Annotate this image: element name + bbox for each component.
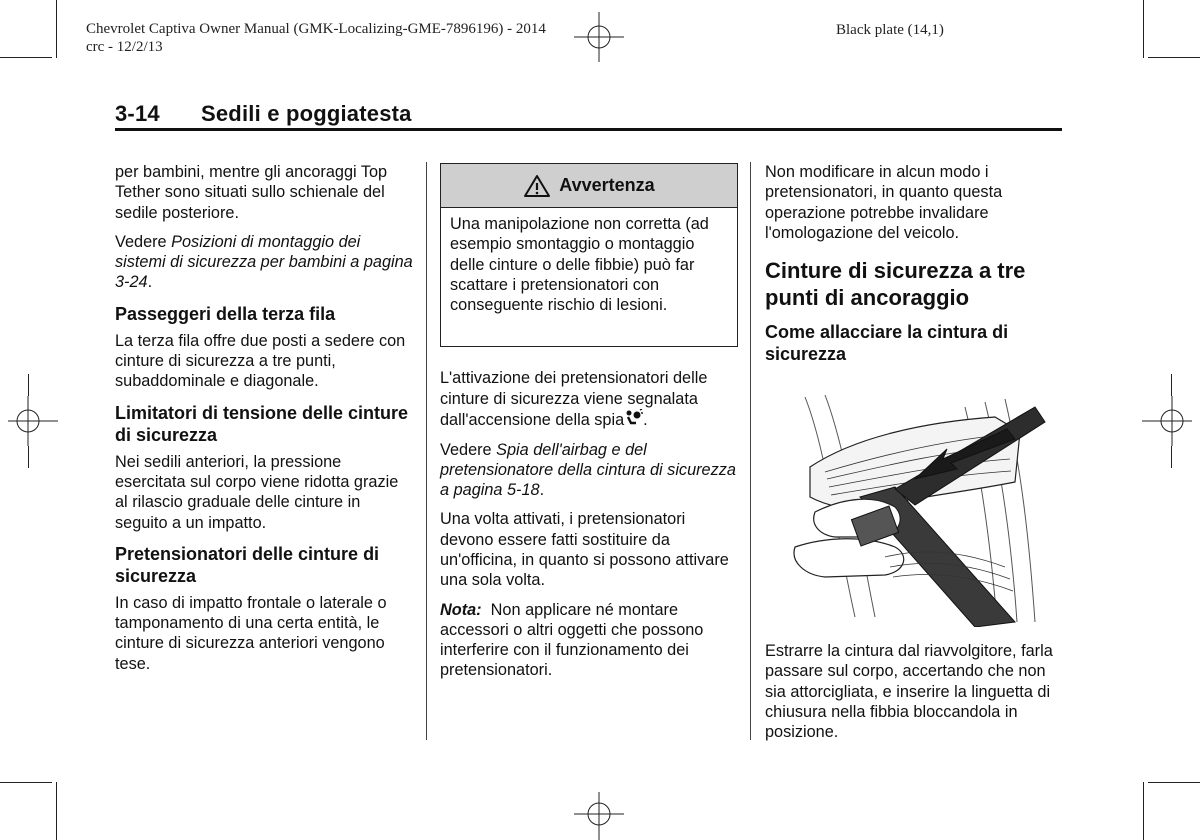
seatbelt-illustration <box>765 387 1057 627</box>
header-title: Chevrolet Captiva Owner Manual (GMK-Localizing-GME-7896196) - 2014 <box>86 21 546 37</box>
registration-mark-icon <box>1142 396 1192 446</box>
section-number: 3-14 <box>115 101 160 126</box>
crop-mark <box>1171 446 1172 468</box>
paragraph: In caso di impatto frontale o laterale o tamponamento di una certa entità, le cinture di sicurezza anteriori vengono tese. <box>115 593 387 673</box>
section-heading <box>115 101 412 127</box>
warning-title: Avvertenza <box>559 175 655 195</box>
crop-mark <box>0 782 52 783</box>
subheading: Passeggeri della terza fila <box>115 303 336 324</box>
cross-reference-link[interactable]: Spia dell'airbag e del pretensionatore della cintura di sicurezza a pagina 5-18 <box>440 440 736 500</box>
warning-body: Una manipolazione non corretta (ad esempio smontaggio o montaggio delle cinture o delle fibbie) può far scattare i pretensionatori con conseguente rischio di lesioni. <box>450 215 709 315</box>
paragraph: L'attivazione dei pretensionatori delle cinture di sicurezza viene segnalata dall'accensione della spia . <box>440 369 708 429</box>
document-header <box>86 20 546 56</box>
heading-rule <box>115 128 1062 131</box>
column-3 <box>765 162 1060 371</box>
paragraph: Non modificare in alcun modo i pretensionatori, in quanto questa operazione potrebbe invalidare l'omologazione del veicolo. <box>765 163 1003 242</box>
crop-mark <box>28 446 29 468</box>
registration-mark-icon <box>574 792 624 840</box>
crop-mark <box>1148 782 1200 783</box>
paragraph: Estrarre la cintura dal riavvolgitore, farla passare sul corpo, accertando che non sia attorcigliata, e inserire la linguetta di chiusura nella fibbia bloccandola in posizione. <box>765 642 1053 742</box>
subheading: Limitatori di tensione delle cinture di sicurezza <box>115 402 409 445</box>
subheading: Pretensionatori delle cinture di sicurezza <box>115 543 380 586</box>
column-2 <box>440 368 736 690</box>
warning-header <box>441 164 737 208</box>
crop-mark <box>1143 782 1144 840</box>
crop-mark <box>28 374 29 396</box>
crop-mark <box>0 57 52 58</box>
heading: Cinture di sicurezza a tre punti di ancoraggio <box>765 258 1026 311</box>
note-label: Nota: <box>440 600 482 619</box>
paragraph: Nei sedili anteriori, la pressione esercitata sul corpo viene ridotta grazie al rilascio graduale delle cinture in seguito a un impatto. <box>115 452 399 532</box>
crop-mark <box>56 0 57 58</box>
registration-mark-icon <box>574 12 624 62</box>
paragraph: Vedere Spia dell'airbag e del pretensionatore della cintura di sicurezza a pagina 5-18. <box>440 440 736 500</box>
paragraph: Una volta attivati, i pretensionatori devono essere fatti sostituire da un'officina, in quanto si possono attivare una sola volta. <box>440 510 729 590</box>
crop-mark <box>56 782 57 840</box>
column-divider <box>750 162 751 740</box>
warning-box <box>440 163 738 347</box>
column-3-bottom <box>765 641 1060 751</box>
plate-label: Black plate (14,1) <box>836 22 944 38</box>
cross-reference-link[interactable]: Posizioni di montaggio dei sistemi di sicurezza per bambini a pagina 3-24 <box>115 232 413 292</box>
column-1 <box>115 162 415 683</box>
crop-mark <box>1143 0 1144 58</box>
paragraph: La terza fila offre due posti a sedere con cinture di sicurezza a tre punti, subaddominale e diagonale. <box>115 331 406 391</box>
note-paragraph: Nota: Non applicare né montare accessori o altri oggetti che possono interferire con il funzionamento dei pretensionatori. <box>440 600 704 680</box>
crop-mark <box>1171 374 1172 396</box>
warning-triangle-icon <box>523 174 551 198</box>
paragraph: per bambini, mentre gli ancoraggi Top Tether sono situati sullo schienale del sedile posteriore. <box>115 163 388 222</box>
header-date: crc - 12/2/13 <box>86 39 163 55</box>
subheading: Come allacciare la cintura di sicurezza <box>765 322 1009 365</box>
column-divider <box>426 162 427 740</box>
crop-mark <box>1148 57 1200 58</box>
registration-mark-icon <box>8 396 58 446</box>
paragraph: Vedere Posizioni di montaggio dei sistemi di sicurezza per bambini a pagina 3-24. <box>115 232 413 292</box>
section-title: Sedili e poggiatesta <box>201 101 412 126</box>
airbag-indicator-icon <box>625 409 643 427</box>
